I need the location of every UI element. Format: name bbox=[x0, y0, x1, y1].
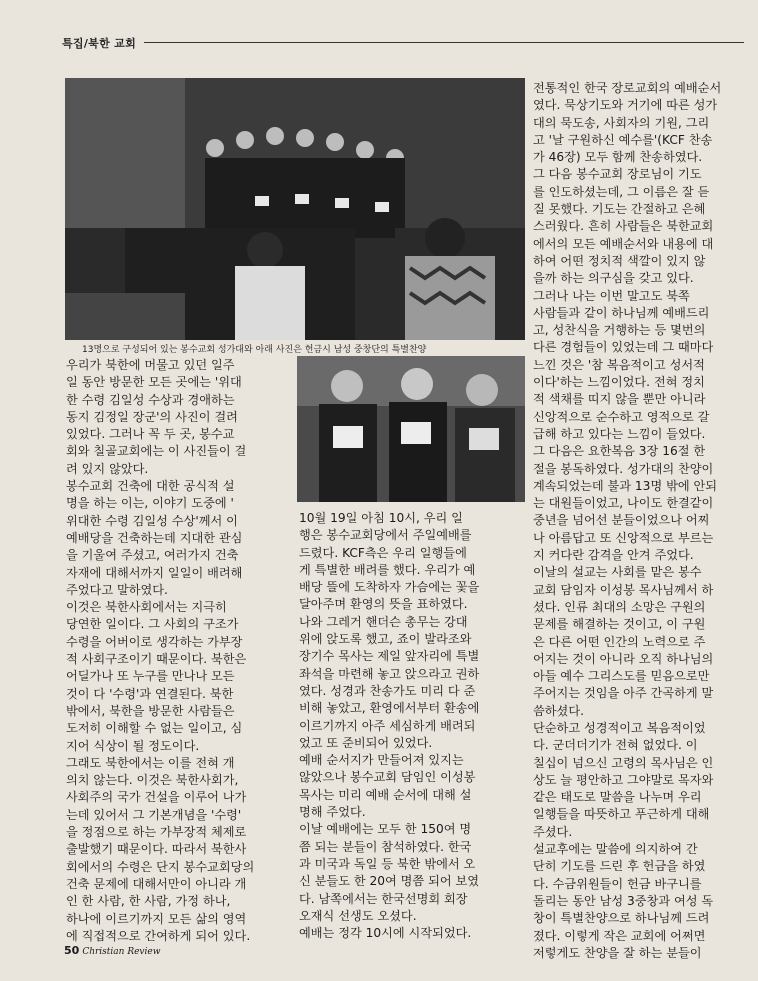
trio-photo-illustration bbox=[297, 356, 525, 502]
paragraph: 이날의 설교는 사회를 맡은 봉수 교회 담임자 이성봉 목사님께서 하 셨다. 인류 최대의 소망은 구원의 문제를 해결하는 것이고, 이 구원 은 다른 어떤 인간의 노력으로 주 어지는 것이 아니라 오직 하나님의 아들 예수 그리스도를 믿음으로만 주어지는 것임을 아주 간곡하게 말 씀하셨다. bbox=[533, 565, 714, 718]
paragraph: 설교후에는 말씀에 의지하여 간 단히 기도를 드린 후 헌금을 하였 다. 수금위원들이 헌금 바구니를 돌리는 동안 남성 3중창과 여성 독 창이 특별찬양으로 하나님께 드려 졌다. 이렇게 작은 교회에 어쩌면 저렇게도 찬양을 잘 하는 분들이 bbox=[533, 842, 714, 960]
paragraph: 봉수교회 건축에 대한 공식적 설 명을 하는 이는, 이야기 도중에 ' 위대한 수령 김일성 수상'께서 이 예배당을 건축하는데 지대한 관심 을 기울여 주셨고, 여러가지 건축 자재에 대해서까지 일일이 배려해 주었다고 말하였다. bbox=[66, 479, 243, 597]
paragraph: 이것은 북한사회에서는 지극히 당연한 일이다. 그 사회의 구조가 수령을 어버이로 생각하는 가부장 적 사회구조이기 때문이다. 북한은 어딜가나 또 누구를 만나나 모든 것이 다 '수령'과 연결된다. 북한 밖에서, 북한을 방문한 사람들은 도저히 이해할 수 없는 일이고, 심 지어 식상이 될 정도이다. bbox=[66, 600, 247, 753]
paragraph: 단순하고 성경적이고 복음적이었 다. 군더더기가 전혀 없었다. 이 칠십이 넘으신 고령의 목사님은 인 상도 늘 평안하고 그야말로 목자와 같은 태도로 말씀을 나누며 우리 일행들을 따뜻하고 푸근하게 대해 주셨다. bbox=[533, 720, 714, 839]
page-footer bbox=[64, 944, 160, 957]
magazine-name: Christian Review bbox=[82, 947, 161, 957]
paragraph: 그 다음 봉수교회 장로님이 기도 를 인도하셨는데, 그 이름은 잘 듣 질 못했다. 기도는 간절하고 은혜 스러웠다. 흔히 사람들은 북한교회 에서의 모든 예배순서와 내용에 대 하여 어떤 정치적 색깔이 있지 않 을까 하는 의구심을 갖고 있다. bbox=[533, 167, 714, 286]
choir-photo bbox=[65, 78, 525, 340]
text-column-2 bbox=[299, 510, 527, 942]
paragraph: 그래도 북한에서는 이를 전혀 개 의치 않는다. 이것은 북한사회가, 사회주의 국가 건설을 이루어 나가 는데 있어서 그 기본개념을 '수령' 을 정점으로 하는 가부장적 체제로 출발했기 때문이다. 따라서 북한사 회에서의 수령은 단지 봉수교회당의 건축 문제에 대해서만이 아니라 개 인 한 사람, 한 사람, 가정 하나, 하나에 이르기까지 모든 삶의 영역 에 직접적으로 간여하게 되어 있다. bbox=[66, 755, 255, 943]
paragraph: 그 다음은 요한복음 3장 16절 한 절을 봉독하였다. 성가대의 찬양이 계속되었는데 불과 13명 밖에 안되 는 대원들이었고, 나이도 한결같이 중년을 넘어선 분들이었으나 어찌 나 아름답고 또 신앙적으로 부르는 지 커다란 감격을 안겨 주었다. bbox=[533, 444, 718, 563]
header-rule bbox=[144, 42, 744, 43]
text-column-1 bbox=[66, 357, 291, 945]
paragraph: 그러나 나는 이번 말고도 북쪽 사람들과 같이 하나님께 예배드리 고, 성찬식을 거행하는 등 몇번의 다른 경험들이 있었는데 그 때마다 느낀 것은 '참 복음적이고 성서적 이다'하는 느낌이었다. 전혀 정치 적 색채를 띠지 않을 뿐만 아니라 신앙적으로 순수하고 영적으로 갈 급해 하고 있다는 느낌이 들었다. bbox=[533, 288, 714, 441]
trio-photo bbox=[297, 356, 525, 502]
paragraph: 10월 19일 아침 10시, 우리 일 행은 봉수교회당에서 주일예배를 드렸다. KCF측은 우리 일행들에 게 특별한 배려를 했다. 우리가 예 배당 뜰에 도착하자 가슴에는 꽃을 달아주며 환영의 뜻을 표하였다. bbox=[299, 511, 480, 612]
page-number: 50 bbox=[64, 944, 80, 957]
photo-caption: 13명으로 구성되어 있는 봉수교회 성가대와 아래 사진은 헌금시 남성 중창단의 특별찬양 bbox=[82, 345, 427, 355]
choir-photo-illustration bbox=[65, 78, 525, 340]
paragraph: 예배는 정각 10시에 시작되었다. bbox=[299, 926, 472, 941]
paragraph: 이날 예배에는 모두 한 150여 명 쯤 되는 분들이 참석하였다. 한국 과 미국과 독일 등 북한 밖에서 오 신 분들도 한 20여 명쯤 되어 보였 다. 남쪽에서는 한국선명회 회장 오재식 선생도 오셨다. bbox=[299, 822, 480, 923]
paragraph: 우리가 북한에 머물고 있던 일주 일 동안 방문한 모든 곳에는 '위대 한 수령 김일성 수상과 경애하는 동지 김정일 장군'의 사진이 걸려 있었다. 그러나 꼭 두 곳, 봉수교 회와 칠골교회에는 이 사진들이 걸 려 있지 않았다. bbox=[66, 358, 247, 476]
text-column-3 bbox=[533, 80, 745, 962]
paragraph: 나와 그레거 핸더슨 총무는 강대 위에 앉도록 했고, 죠이 발라조와 장기수 목사는 제일 앞자리에 특별 좌석을 마련해 놓고 앉으라고 권하 였다. 성경과 찬송가도 미리 다 준 비해 놓았고, 환영에서부터 환송에 이르기까지 아주 세심하게 배려되 었고 또 준비되어 있었다. bbox=[299, 614, 480, 750]
paragraph: 예배 순서지가 만들어져 있지는 않았으나 봉수교회 담임인 이성봉 목사는 미리 예배 순서에 대해 설 명해 주었다. bbox=[299, 753, 476, 820]
paragraph: 전통적인 한국 장로교회의 예배순서 였다. 묵상기도와 거기에 따른 성가 대의 묵도송, 사회자의 기원, 그리 고 '날 구원하신 예수를'(KCF 찬송 가 46장) 모두 함께 찬송하였다. bbox=[533, 81, 722, 165]
section-label: 특집/북한 교회 bbox=[62, 37, 137, 50]
